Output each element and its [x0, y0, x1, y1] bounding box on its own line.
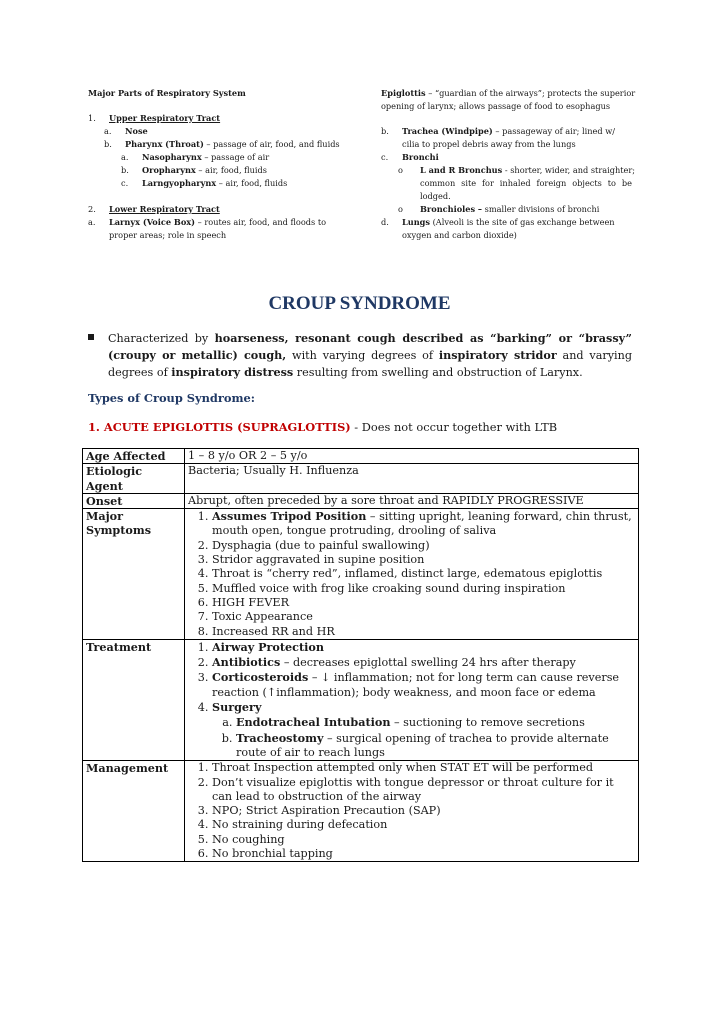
list-item: [212, 509, 635, 539]
lower-tract-label: Lower Respiratory Tract: [109, 204, 220, 214]
symptom-text: – sitting upright, leaning forward, chin thrust, mouth open, tongue protruding, drooling of saliva: [212, 510, 632, 538]
lungs-label: Lungs: [402, 217, 430, 227]
trachea-item: [381, 125, 615, 138]
list-item: 5. No coughing: [212, 833, 635, 847]
list-item: 3. Stridor aggravated in supine position: [212, 553, 635, 567]
oropharynx-item: [121, 164, 267, 177]
list-item: [236, 715, 635, 730]
lr-bronchus-desc: - shorter, wider, and straighter;: [502, 165, 636, 175]
list-item: 2. Dysphagia (due to painful swallowing): [212, 539, 635, 553]
oropharynx-text: [142, 164, 267, 177]
larynx-label: Larnyx (Voice Box): [109, 217, 196, 227]
larynx-text: [109, 216, 326, 229]
epiglottis-item: [381, 87, 635, 100]
table-row: [83, 761, 639, 862]
list-item: 8. Increased RR and HR: [212, 625, 635, 639]
item-letter: a.: [121, 152, 129, 162]
list-item: 4. Throat is “cherry red”, inflamed, distinct large, edematous epiglottis: [212, 567, 635, 581]
nasopharynx-desc: – passage of air: [201, 152, 270, 162]
surgery-bold: Endotracheal Intubation: [236, 715, 391, 730]
row-value: 1 – 8 y/o OR 2 – 5 y/o: [185, 449, 639, 464]
treatment-bold: Antibiotics: [212, 655, 281, 670]
item-letter: c.: [381, 152, 389, 162]
row-label: Onset: [83, 493, 185, 508]
list-item: 6. HIGH FEVER: [212, 596, 635, 610]
row-value: Bacteria; Usually H. Influenza: [185, 464, 639, 494]
acute-epiglottis-desc: - Does not occur together with LTB: [350, 420, 558, 434]
list-item: 3. NPO; Strict Aspiration Precaution (SAP): [212, 804, 635, 818]
laryngopharynx-text: [142, 177, 287, 190]
oropharynx-desc: – air, food, fluids: [195, 165, 267, 175]
table-row: [83, 449, 639, 464]
lr-bronchus-label: L and R Bronchus: [420, 165, 503, 175]
intro-paragraph: [108, 330, 632, 381]
intro-text: with varying degrees of: [286, 349, 439, 362]
row-label: Age Affected: [83, 449, 185, 464]
treatment-bold: Surgery: [212, 700, 262, 715]
row-label: Management: [83, 761, 185, 862]
item-letter: b.: [104, 139, 112, 149]
list-item: [236, 731, 635, 761]
table-row: [83, 493, 639, 508]
lungs-text: [402, 216, 615, 229]
oropharynx-label: Oropharynx: [142, 165, 196, 175]
epiglottis-desc: – “guardian of the airways”; protects the superior: [425, 88, 636, 98]
surgery-bold: Tracheostomy: [236, 730, 324, 745]
list-item: 6. No bronchial tapping: [212, 847, 635, 861]
nose-item: [104, 125, 148, 138]
list-item: [212, 700, 635, 760]
upper-tract-item: [88, 112, 221, 125]
symptom-bold: Assumes Tripod Position: [212, 509, 367, 524]
pharynx-text: [125, 138, 340, 151]
table-row: [83, 639, 639, 760]
list-item: 2. Don’t visualize epiglottis with tongue depressor or throat culture for it can lead to obstruction of the airway: [212, 776, 635, 805]
intro-text: Characterized by: [108, 332, 215, 345]
pharynx-desc: – passage of air, food, and fluids: [203, 139, 340, 149]
types-heading: Types of Croup Syndrome:: [88, 391, 255, 405]
treatment-cell: [185, 639, 639, 760]
treatment-bold: Corticosteroids: [212, 670, 309, 685]
item-letter: b.: [121, 165, 129, 175]
list-item: [212, 640, 635, 655]
row-value: Abrupt, often preceded by a sore throat and RAPIDLY PROGRESSIVE: [185, 493, 639, 508]
surgery-text: – surgical opening of trachea to provide alternate route of air to reach lungs: [236, 731, 609, 759]
laryngopharynx-item: [121, 177, 288, 190]
upper-tract-label: Upper Respiratory Tract: [109, 113, 221, 123]
laryngopharynx-label: Larngyopharynx: [142, 178, 217, 188]
intro-text: and varying degrees of: [108, 349, 632, 379]
list-item: 7. Toxic Appearance: [212, 610, 635, 624]
list-item: [212, 655, 635, 670]
nasopharynx-text: [142, 151, 269, 164]
bullet-o-icon: o: [398, 165, 403, 175]
bronchioles-label: Bronchioles –: [420, 204, 483, 214]
nasopharynx-item: [121, 151, 270, 164]
epiglottis-label: Epiglottis: [381, 88, 426, 98]
nose-label: Nose: [125, 126, 148, 136]
list-item: 1. Throat Inspection attempted only when STAT ET will be performed: [212, 761, 635, 775]
lr-bronchus-desc-cont: common site for inhaled foreign objects to be: [420, 178, 632, 188]
management-list: [188, 761, 635, 861]
intro-bold: inspiratory distress: [171, 365, 294, 379]
bronchi-item: [381, 151, 439, 164]
symptoms-cell: [185, 509, 639, 640]
intro-bold: inspiratory stridor: [438, 348, 557, 362]
row-label: Major Symptoms: [83, 509, 185, 640]
larynx-item: [88, 216, 327, 229]
list-item: 5. Muffled voice with frog like croaking sound during inspiration: [212, 582, 635, 596]
lr-bronchus-desc-cont2: lodged.: [420, 191, 451, 201]
symptoms-list: [188, 509, 635, 639]
row-label: Etiologic Agent: [83, 464, 185, 494]
bronchioles-item: [398, 203, 600, 216]
epiglottis-desc-cont: opening of larynx; allows passage of food to esophagus: [381, 101, 611, 111]
treatment-text: – decreases epiglottal swelling 24 hrs after therapy: [280, 656, 576, 670]
item-letter: a.: [88, 217, 96, 227]
lower-tract-item: [88, 203, 220, 216]
trachea-desc-cont: cilia to propel debris away from the lungs: [402, 139, 576, 149]
item-letter: a.: [104, 126, 112, 136]
trachea-text: [402, 125, 615, 138]
acute-epiglottis-heading: [88, 420, 557, 434]
intro-bold: hoarseness, resonant cough described as “barking” or “brassy” (croupy or metallic) cough,: [108, 331, 632, 362]
item-number: 2.: [88, 204, 96, 214]
larynx-desc: – routes air, food, and floods to: [195, 217, 327, 227]
item-letter: b.: [381, 126, 389, 136]
lungs-item: [381, 216, 615, 229]
lr-bronchus-text: [420, 164, 635, 177]
larynx-desc-cont: proper areas; role in speech: [109, 230, 227, 240]
bronchioles-desc: smaller divisions of bronchi: [482, 204, 600, 214]
bronchioles-text: [420, 203, 599, 216]
trachea-label: Trachea (Windpipe): [402, 126, 493, 136]
square-bullet-icon: [88, 334, 94, 340]
intro-text: resulting from swelling and obstruction of Larynx.: [293, 366, 583, 379]
table-row: [83, 464, 639, 494]
bronchi-label: Bronchi: [402, 152, 439, 162]
list-item: 4. No straining during defecation: [212, 818, 635, 832]
lungs-desc: (Alveoli is the site of gas exchange between: [430, 217, 615, 227]
nasopharynx-label: Nasopharynx: [142, 152, 202, 162]
left-heading: Major Parts of Respiratory System: [88, 88, 246, 98]
lr-bronchus-item: [398, 164, 636, 177]
list-item: [212, 670, 635, 700]
lungs-desc-cont: oxygen and carbon dioxide): [402, 230, 517, 240]
item-letter: c.: [121, 178, 129, 188]
acute-epiglottis-label: 1. ACUTE EPIGLOTTIS (SUPRAGLOTTIS): [88, 420, 351, 434]
trachea-desc: – passageway of air; lined w/: [492, 126, 615, 136]
bullet-o-icon: o: [398, 204, 403, 214]
item-letter: d.: [381, 217, 389, 227]
laryngopharynx-desc: – air, food, fluids: [216, 178, 288, 188]
pharynx-item: [104, 138, 340, 151]
surgery-text: – suctioning to remove secretions: [390, 716, 585, 730]
treatment-bold: Airway Protection: [212, 639, 324, 654]
epiglottis-table: [82, 448, 639, 862]
surgery-sublist: [212, 715, 635, 760]
table-row: [83, 509, 639, 640]
row-label: Treatment: [83, 639, 185, 760]
item-number: 1.: [88, 113, 96, 123]
pharynx-label: Pharynx (Throat): [125, 139, 204, 149]
treatment-text: – ↓ inflammation; not for long term can cause reverse reaction (↑inflammation); body weakness, and moon face or edema: [212, 671, 620, 699]
management-cell: [185, 761, 639, 862]
page-title: CROUP SYNDROME: [268, 293, 451, 314]
treatment-list: [188, 640, 635, 760]
